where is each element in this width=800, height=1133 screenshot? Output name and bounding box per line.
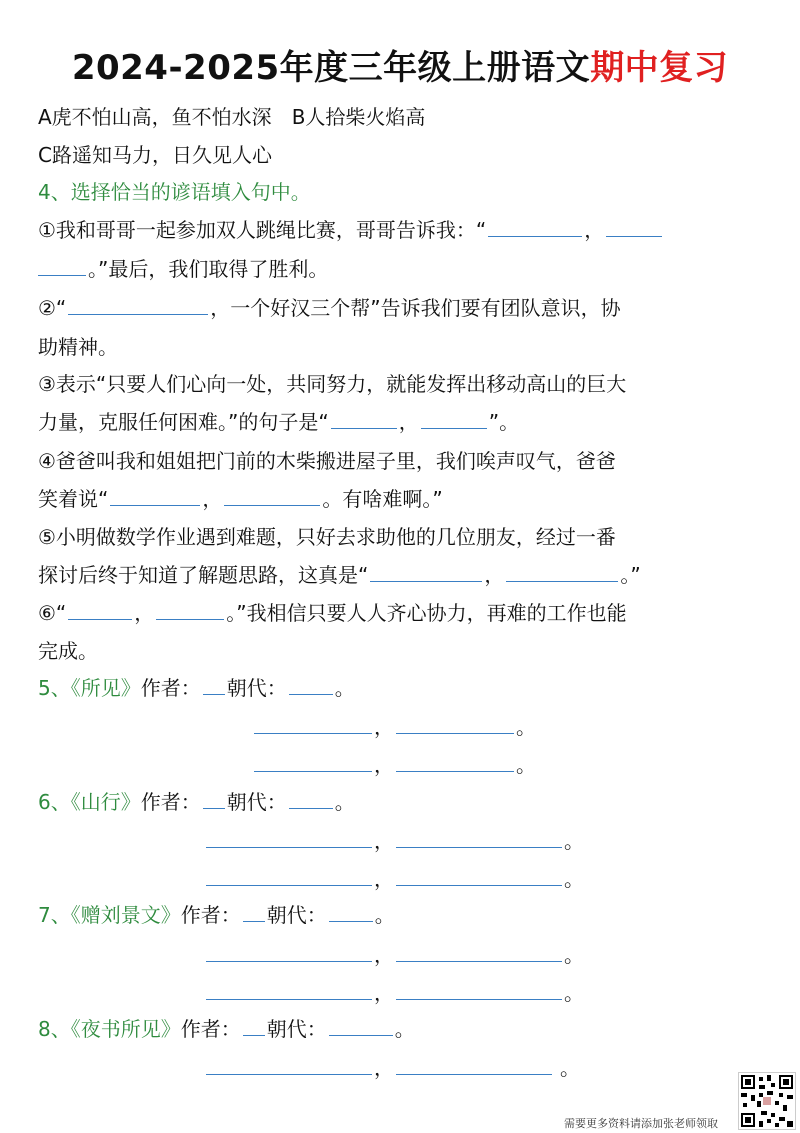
answer-blank[interactable]	[68, 294, 208, 315]
period: 。	[334, 676, 355, 700]
comma: ，	[134, 601, 155, 625]
comma: ，	[374, 943, 394, 967]
comma: ，	[374, 829, 394, 853]
q4-s3-line2	[38, 407, 519, 437]
q4-s3-text-c: ”。	[488, 410, 520, 434]
verse-blank[interactable]	[396, 827, 562, 848]
period: 。	[374, 903, 395, 927]
q6-verse-line-1	[204, 826, 584, 856]
answer-blank[interactable]	[421, 408, 487, 429]
answer-blank[interactable]	[370, 561, 482, 582]
comma: ，	[374, 867, 394, 891]
q8-poem-title: 《夜书所见》	[70, 1017, 181, 1041]
author-blank[interactable]	[243, 901, 265, 922]
q5-verse-line-2	[252, 750, 536, 780]
q7-verse-line-1	[204, 940, 584, 970]
q5-poem-title: 《所见》	[70, 676, 141, 700]
dynasty-label: 朝代：	[266, 1017, 327, 1041]
comma: ，	[374, 753, 394, 777]
comma: ，	[374, 1056, 394, 1080]
q7-poem-title: 《赠刘景文》	[70, 903, 181, 927]
answer-blank[interactable]	[68, 599, 132, 620]
period: 。	[516, 715, 536, 739]
answer-blank[interactable]	[331, 408, 397, 429]
q4-s6-text-b: 。”我相信只要人人齐心协力，再难的工作也能	[226, 601, 627, 625]
q4-s5-line1: ⑤小明做数学作业遇到难题，只好去求助他的几位朋友，经过一番	[38, 525, 616, 549]
q4-s5-text-b: 探讨后终于知道了解题思路，这真是“	[38, 563, 369, 587]
verse-blank[interactable]	[206, 865, 372, 886]
answer-blank[interactable]	[224, 485, 320, 506]
q4-s4-text-b: 笑着说“	[38, 487, 109, 511]
option-a: A虎不怕山高，鱼不怕水深	[38, 105, 272, 129]
q4-s4-text-c: 。有啥难啊。”	[322, 487, 443, 511]
qr-code-icon	[738, 1072, 796, 1130]
dynasty-label: 朝代：	[266, 903, 327, 927]
dynasty-blank[interactable]	[289, 788, 333, 809]
comma: ，	[398, 410, 419, 434]
period: 。	[560, 1056, 580, 1080]
verse-blank[interactable]	[206, 941, 372, 962]
comma: ，	[374, 981, 394, 1005]
author-blank[interactable]	[203, 674, 225, 695]
answer-blank[interactable]	[156, 599, 224, 620]
q4-s2-text-b: ，一个好汉三个帮”告诉我们要有团队意识，协	[210, 296, 621, 320]
period: 。	[334, 790, 355, 814]
answer-blank[interactable]	[38, 255, 86, 276]
q4-s5-text-c: 。”	[620, 563, 641, 587]
answer-blank[interactable]	[488, 216, 582, 237]
verse-blank[interactable]	[206, 827, 372, 848]
q7-verse-line-2	[204, 978, 584, 1008]
verse-blank[interactable]	[396, 979, 562, 1000]
dynasty-label: 朝代：	[226, 790, 287, 814]
footer-note: 需要更多资料请添加张老师领取	[564, 1117, 718, 1130]
q4-s1-line1	[38, 215, 664, 245]
q4-s2-line1	[38, 293, 621, 323]
q6-verse-line-2	[204, 864, 584, 894]
q5-number: 5、	[38, 676, 71, 700]
period: 。	[564, 981, 584, 1005]
author-label: 作者：	[140, 676, 201, 700]
option-line-1	[38, 102, 425, 132]
q4-s2-text-a: ②“	[38, 296, 67, 320]
period: 。	[564, 943, 584, 967]
author-label: 作者：	[180, 903, 241, 927]
q6-number: 6、	[38, 790, 71, 814]
period: 。	[564, 829, 584, 853]
title-highlight: 期中复习	[590, 48, 729, 88]
period: 。	[516, 753, 536, 777]
verse-blank[interactable]	[396, 1054, 552, 1075]
author-blank[interactable]	[203, 788, 225, 809]
dynasty-blank[interactable]	[329, 901, 373, 922]
verse-blank[interactable]	[254, 713, 372, 734]
q4-heading: 4、选择恰当的谚语填入句中。	[38, 180, 311, 204]
page-title	[0, 40, 800, 89]
verse-blank[interactable]	[206, 1054, 372, 1075]
q4-s4-line1: ④爸爸叫我和姐姐把门前的木柴搬进屋子里，我们唉声叹气，爸爸	[38, 449, 616, 473]
q4-s6-line1	[38, 598, 627, 628]
comma: ，	[374, 715, 394, 739]
q4-s3-line1: ③表示“只要人们心向一处，共同努力，就能发挥出移动高山的巨大	[38, 372, 627, 396]
q7-number: 7、	[38, 903, 71, 927]
period: 。	[394, 1017, 415, 1041]
q4-s1-text-a: ①我和哥哥一起参加双人跳绳比赛，哥哥告诉我：“	[38, 218, 487, 242]
q4-s6-line2: 完成。	[38, 639, 98, 663]
q4-s3-text-b: 力量，克服任何困难。”的句子是“	[38, 410, 329, 434]
q4-s1-text-b: 。”最后，我们取得了胜利。	[88, 257, 329, 281]
option-c: C路遥知马力，日久见人心	[38, 143, 272, 167]
author-blank[interactable]	[243, 1015, 265, 1036]
author-label: 作者：	[180, 1017, 241, 1041]
verse-blank[interactable]	[396, 941, 562, 962]
comma: ，	[584, 218, 605, 242]
dynasty-blank[interactable]	[289, 674, 333, 695]
q5-verse-line-1	[252, 712, 536, 742]
verse-blank[interactable]	[396, 713, 514, 734]
verse-blank[interactable]	[206, 979, 372, 1000]
comma: ，	[202, 487, 223, 511]
author-label: 作者：	[140, 790, 201, 814]
answer-blank[interactable]	[606, 216, 662, 237]
q8-verse-line-1	[204, 1053, 580, 1083]
answer-blank[interactable]	[506, 561, 618, 582]
q4-s1-line2	[38, 254, 328, 284]
q6-poem-title: 《山行》	[70, 790, 141, 814]
q4-s5-line2	[38, 560, 641, 590]
q4-s6-text-a: ⑥“	[38, 601, 67, 625]
verse-blank[interactable]	[396, 751, 514, 772]
title-main: 2024-2025年度三年级上册语文	[71, 48, 591, 88]
comma: ，	[484, 563, 505, 587]
q4-s4-line2	[38, 484, 443, 514]
verse-blank[interactable]	[396, 865, 562, 886]
verse-blank[interactable]	[254, 751, 372, 772]
q8-header	[38, 1014, 415, 1044]
dynasty-blank[interactable]	[329, 1015, 393, 1036]
option-b: B人拾柴火焰高	[291, 105, 426, 129]
q8-number: 8、	[38, 1017, 71, 1041]
option-line-2	[38, 140, 272, 170]
q4-s2-line2: 助精神。	[38, 335, 118, 359]
dynasty-label: 朝代：	[226, 676, 287, 700]
q5-header	[38, 673, 355, 703]
period: 。	[564, 867, 584, 891]
answer-blank[interactable]	[110, 485, 200, 506]
q6-header	[38, 787, 355, 817]
q7-header	[38, 900, 395, 930]
